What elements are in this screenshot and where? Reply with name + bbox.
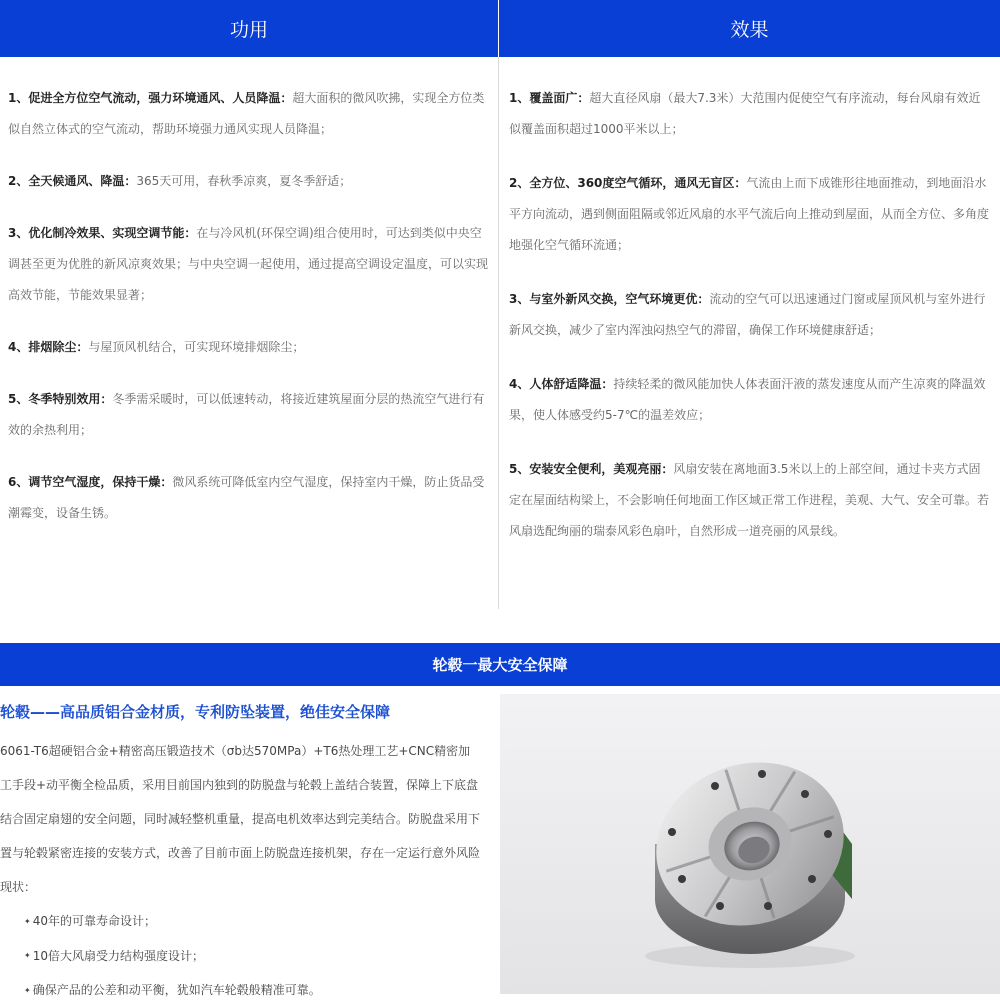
hub-bullet-list	[0, 904, 480, 1001]
effect-column	[498, 57, 1000, 609]
function-column	[0, 57, 498, 609]
hub-paragraph: 6061-T6超硬铝合金+精密高压锻造技术（σb达570MPa）+T6热处理工艺+CNC精密加工手段+动平衡全检品质，采用目前国内独到的防脱盘与轮毂上盖结合装置，保障上下底盘结合固定扇翅的安全问题，同时减轻整机重量，提高电机效率达到完美结合。防脱盘采用下置与轮毂紧密连接的安装方式，改善了目前市面上防脱盘连接机架，存在一定运行意外风险现状：	[0, 744, 481, 894]
hub-bullet: ✦ 10倍大风扇受力结构强度设计；	[0, 939, 480, 974]
hub-bullet: ✦ 确保产品的公差和动平衡，犹如汽车轮毂般精准可靠。	[0, 973, 480, 1001]
hub-title: 轮毂——高品质铝合金材质，专利防坠装置，绝佳安全保障	[0, 703, 391, 721]
function-item: 5、冬季特别效用：冬季需采暖时，可以低速转动，将接近建筑屋面分层的热流空气进行有效的余热利用；	[8, 392, 485, 437]
function-item: 4、排烟除尘：与屋顶风机结合，可实现环境排烟除尘；	[8, 340, 305, 354]
hub-image	[500, 694, 1000, 994]
function-item: 6、调节空气湿度，保持干燥：微风系统可降低室内空气湿度，保持室内干燥，防止货品受潮霉变，设备生锈。	[8, 475, 485, 520]
effect-item: 1、覆盖面广：超大直径风扇（最大7.3米）大范围内促使空气有序流动，每台风扇有效近似覆盖面积超过1000平米以上；	[509, 91, 981, 136]
section-header	[0, 0, 1000, 57]
effect-item: 3、与室外新风交换，空气环境更优：流动的空气可以迅速通过门窗或屋顶风机与室外进行新风交换，减少了室内浑浊闷热空气的滞留，确保工作环境健康舒适；	[509, 292, 986, 337]
hub-bullet: ✦ 40年的可靠寿命设计；	[0, 904, 480, 939]
function-item: 2、全天候通风、降温：365天可用，春秋季凉爽，夏冬季舒适；	[8, 174, 352, 188]
hub-photo	[500, 694, 1000, 994]
effect-item: 4、人体舒适降温：持续轻柔的微风能加快人体表面汗液的蒸发速度从而产生凉爽的降温效果，使人体感受约5-7℃的温差效应；	[509, 377, 986, 422]
hub-description	[0, 701, 480, 1001]
function-item: 3、优化制冷效果、实现空调节能：在与冷风机(环保空调)组合使用时，可达到类似中央空调甚至更为优胜的新风凉爽效果；与中央空调一起使用，通过提高空调设定温度，可以实现高效节能，节能效果显著；	[8, 226, 489, 302]
function-item: 1、促进全方位空气流动，强力环境通风、人员降温：超大面积的微风吹拂，实现全方位类似自然立体式的空气流动，帮助环境强力通风实现人员降温；	[8, 91, 485, 136]
hub-banner: 轮毂一最大安全保障	[0, 643, 1000, 686]
effect-item: 2、全方位、360度空气循环，通风无盲区：气流由上而下成锥形往地面推动，到地面沿水平方向流动，遇到侧面阻隔或邻近风扇的水平气流后向上推动到屋面，从而全方位、多角度地强化空气循环流通；	[509, 176, 990, 252]
effect-header: 效果	[498, 0, 1000, 57]
function-header: 功用	[0, 0, 498, 57]
effect-item: 5、安装安全便利，美观亮丽：风扇安装在离地面3.5米以上的上部空间，通过卡夹方式固定在屋面结构梁上，不会影响任何地面工作区域正常工作进程，美观、大气、安全可靠。若风扇选配绚丽的瑞泰风彩色扇叶，自然形成一道亮丽的风景线。	[509, 462, 990, 538]
